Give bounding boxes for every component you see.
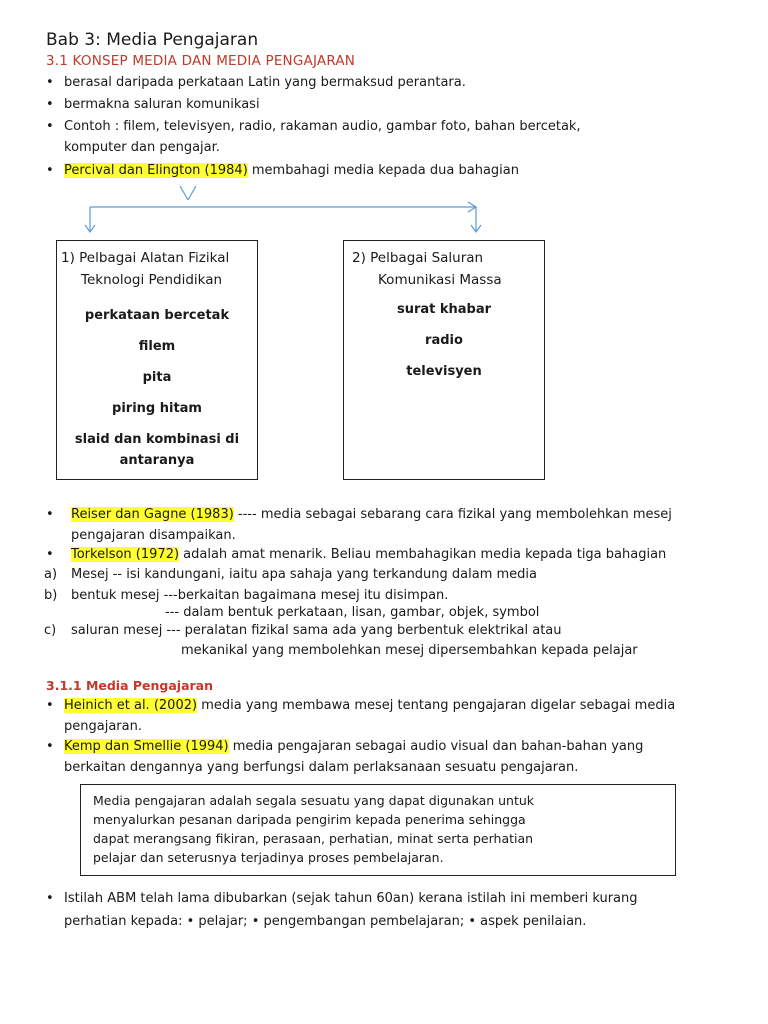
bullet-text: media yang membawa mesej tentang pengajaran digelar sebagai media <box>197 698 676 713</box>
media-category-box-right <box>343 240 545 480</box>
kemp-bullet <box>64 736 643 757</box>
arrow-stem-right <box>188 186 196 200</box>
box-item: piring hitam <box>112 401 202 416</box>
bullet-text-continued: pengajaran disampaikan. <box>71 528 236 543</box>
bullet-text-continued: komputer dan pengajar. <box>64 140 220 155</box>
list-text-continued: --- dalam bentuk perkataan, lisan, gambar, objek, symbol <box>165 605 540 620</box>
citation-highlight: Torkelson (1972) <box>71 547 180 562</box>
definition-box <box>80 784 676 876</box>
definition-line: dapat merangsang fikiran, perasaan, perhatian, minat serta perhatian <box>93 831 534 846</box>
bullet-dot: • <box>46 698 54 713</box>
box-item: filem <box>138 339 176 354</box>
bullet-dot: • <box>46 891 54 906</box>
bullet-dot: • <box>46 163 54 178</box>
list-letter: a) <box>44 567 58 582</box>
media-category-box-left <box>56 240 258 480</box>
heinich-bullet <box>64 695 675 716</box>
bullet-text: adalah amat menarik. Beliau membahagikan media kepada tiga bahagian <box>179 547 667 562</box>
box-item: pita <box>142 370 172 385</box>
section-heading: 3.1 KONSEP MEDIA DAN MEDIA PENGAJARAN <box>46 53 356 69</box>
definition-line: menyalurkan pesanan daripada pengirim kepada penerima sehingga <box>93 812 526 827</box>
list-text: Mesej -- isi kandungani, iaitu apa sahaja yang terkandung dalam media <box>71 567 538 582</box>
arrow-stem-left <box>180 186 188 200</box>
box-title: Komunikasi Massa <box>378 272 502 288</box>
bullet-text-continued: perhatian kepada: • pelajar; • pengembangan pembelajaran; • aspek penilaian. <box>64 914 587 929</box>
bullet-dot: • <box>46 507 54 522</box>
box-item: perkataan bercetak <box>84 308 230 323</box>
box-title: 2) Pelbagai Saluran <box>352 250 484 266</box>
bullet-dot: • <box>46 547 54 562</box>
bullet-dot: • <box>46 739 54 754</box>
bullet-text-continued: pengajaran. <box>64 719 142 734</box>
box-item: radio <box>425 333 463 348</box>
bullet-text: Contoh : filem, televisyen, radio, rakaman audio, gambar foto, bahan bercetak, <box>64 119 581 134</box>
reiser-bullet <box>71 504 672 525</box>
bullet-dot: • <box>46 119 54 134</box>
list-letter: b) <box>44 588 58 603</box>
box-item: televisyen <box>406 364 482 379</box>
bullet-text: Istilah ABM telah lama dibubarkan (sejak tahun 60an) kerana istilah ini memberi kurang <box>64 891 638 906</box>
bullet-text-continued: berkaitan dengannya yang berfungsi dalam perlaksanaan sesuatu pengajaran. <box>64 760 579 775</box>
bullet-dot: • <box>46 97 54 112</box>
list-text-continued: mekanikal yang membolehkan mesej dipersembahkan kepada pelajar <box>181 643 638 658</box>
bullet-text: media pengajaran sebagai audio visual dan bahan-bahan yang <box>228 739 644 754</box>
citation-highlight: Heinich et al. (2002) <box>64 698 198 713</box>
subsection-heading: 3.1.1 Media Pengajaran <box>46 678 214 693</box>
definition-line: pelajar dan seterusnya terjadinya proses pembelajaran. <box>93 850 444 865</box>
citation-highlight: Reiser dan Gagne (1983) <box>71 507 234 522</box>
box-item: surat khabar <box>396 302 492 317</box>
bullet-text: membahagi media kepada dua bahagian <box>247 163 519 178</box>
box-title: Teknologi Pendidikan <box>81 272 223 288</box>
definition-line: Media pengajaran adalah segala sesuatu yang dapat digunakan untuk <box>93 793 535 808</box>
bullet-text: berasal daripada perkataan Latin yang bermaksud perantara. <box>64 75 466 90</box>
list-text: bentuk mesej ---berkaitan bagaimana mesej itu disimpan. <box>71 588 449 603</box>
branch-arrows <box>0 0 768 260</box>
bullet-text: bermakna saluran komunikasi <box>64 97 260 112</box>
list-text: saluran mesej --- peralatan fizikal sama ada yang berbentuk elektrikal atau <box>71 623 562 638</box>
page-title: Bab 3: Media Pengajaran <box>46 30 259 50</box>
bullet-text: ---- media sebagai sebarang cara fizikal yang membolehkan mesej <box>233 507 672 522</box>
box-title: 1) Pelbagai Alatan Fizikal <box>61 250 230 266</box>
torkelson-bullet <box>71 544 666 565</box>
box-item: antaranya <box>119 453 195 468</box>
citation-highlight: Kemp dan Smellie (1994) <box>64 739 229 754</box>
bullet-dot: • <box>46 75 54 90</box>
citation-highlight: Percival dan Elington (1984) <box>64 163 248 178</box>
list-letter: c) <box>44 623 57 638</box>
box-item: slaid dan kombinasi di <box>74 432 240 447</box>
